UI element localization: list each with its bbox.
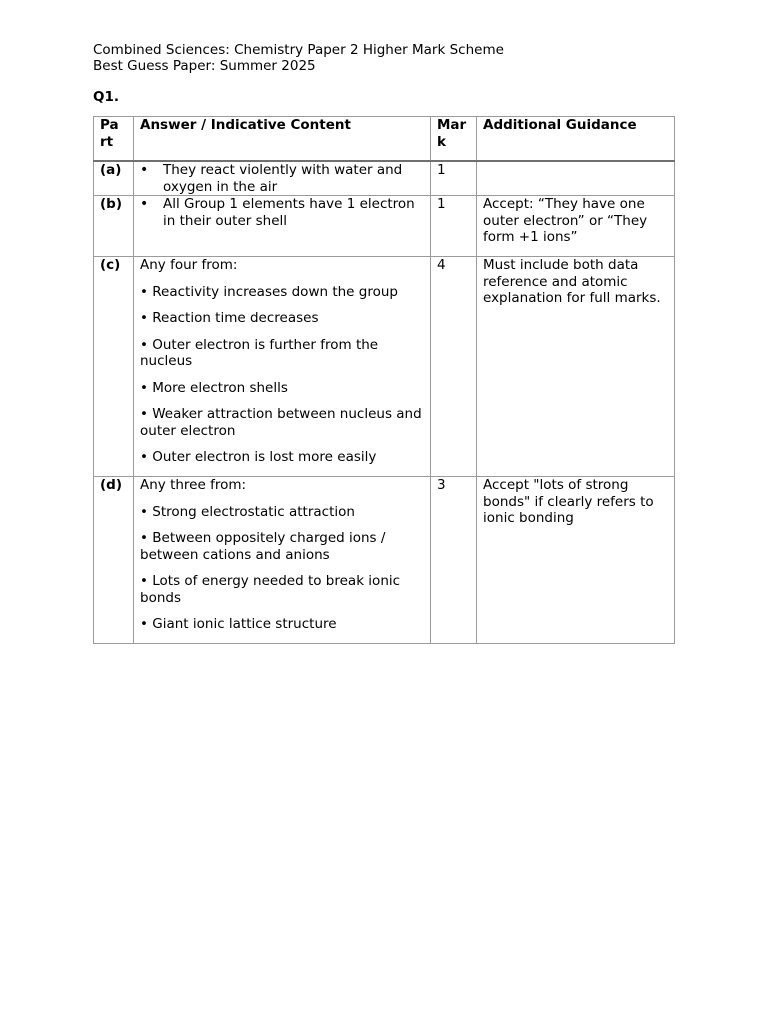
answer-intro: Any three from:: [140, 477, 247, 493]
answer-point: • All Group 1 elements have 1 electron in their outer shell: [140, 196, 424, 229]
question-label: Q1.: [93, 89, 119, 105]
answer-intro: Any four from:: [140, 257, 238, 273]
answer-point: • Giant ionic lattice structure: [140, 616, 337, 632]
guidance-cell: Accept: “They have one outer electron” or “They form +1 ions”: [477, 196, 675, 257]
part-cell: (b): [94, 196, 134, 257]
document-header: [93, 42, 504, 74]
table-header-row: [94, 117, 675, 162]
guidance-cell: [477, 161, 675, 196]
answer-point: • They react violently with water and oxygen in the air: [140, 162, 424, 195]
table-row: [94, 477, 675, 644]
answer-point: • Lots of energy needed to break ionic bonds: [140, 573, 401, 606]
mark-cell: 1: [431, 196, 477, 257]
answer-cell: [134, 196, 431, 257]
header-part: Pa rt: [94, 117, 134, 162]
answer-bullet-list: [140, 162, 424, 195]
answer-point: • Reaction time decreases: [140, 310, 319, 326]
table-row: [94, 161, 675, 196]
answer-point: • Outer electron is further from the nucleus: [140, 336, 379, 369]
table-row: [94, 196, 675, 257]
mark-cell: 1: [431, 161, 477, 196]
header-mark: Mar k: [431, 117, 477, 162]
guidance-cell: Must include both data reference and atomic explanation for full marks.: [477, 257, 675, 477]
answer-bullet-list: [140, 196, 424, 229]
mark-scheme-table: [93, 116, 675, 644]
answer-point: • Weaker attraction between nucleus and outer electron: [140, 406, 422, 439]
document-title: Combined Sciences: Chemistry Paper 2 Higher Mark Scheme: [93, 42, 504, 58]
part-cell: (c): [94, 257, 134, 477]
answer-point: • More electron shells: [140, 379, 288, 396]
document-subtitle: Best Guess Paper: Summer 2025: [93, 58, 316, 74]
answer-point: • Outer electron is lost more easily: [140, 449, 377, 465]
answer-point: • Between oppositely charged ions / between cations and anions: [140, 530, 386, 563]
answer-point: • Reactivity increases down the group: [140, 283, 398, 300]
guidance-cell: Accept "lots of strong bonds" if clearly refers to ionic bonding: [477, 477, 675, 644]
answer-cell: [134, 161, 431, 196]
answer-point: • Strong electrostatic attraction: [140, 503, 355, 520]
header-guidance: Additional Guidance: [477, 117, 675, 162]
mark-cell: 3: [431, 477, 477, 644]
table-row: [94, 257, 675, 477]
mark-cell: 4: [431, 257, 477, 477]
header-answer: Answer / Indicative Content: [134, 117, 431, 162]
part-cell: (a): [94, 161, 134, 196]
answer-cell: [134, 477, 431, 644]
answer-cell: [134, 257, 431, 477]
part-cell: (d): [94, 477, 134, 644]
